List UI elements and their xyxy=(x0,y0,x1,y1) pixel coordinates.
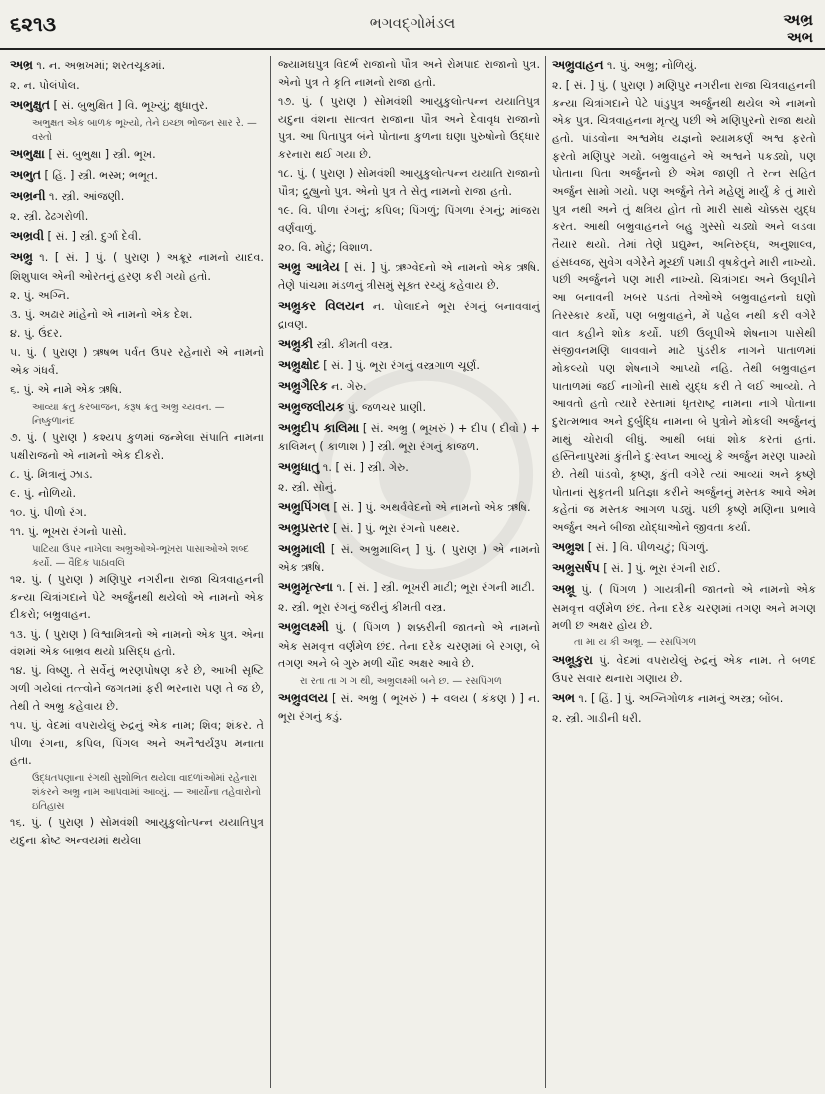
entry-definition: [ સં. ] સ્ત્રી. દુર્ગા દેવી. xyxy=(44,230,142,244)
entry-definition: ૧૦. પું. પીળો રંગ. xyxy=(10,506,87,520)
dictionary-entry xyxy=(278,258,540,295)
entry-definition: [ સં. અભ્રુ ( ભૂખરું ) + વલય ( કંકણ ) ] ન. ભૂરા રંગનું કડું. xyxy=(278,691,540,724)
entry-definition: પું. જળચર પ્રાણી. xyxy=(344,401,427,415)
entry-headword: અભ્રુવાહન xyxy=(552,58,604,72)
dictionary-entry xyxy=(278,519,540,538)
dictionary-entry xyxy=(278,689,540,726)
entry-definition: ૧. [ સં. ] સ્ત્રી. ભૂખરી માટી; ભૂરા રંગની માટી. xyxy=(332,581,535,595)
dictionary-entry xyxy=(278,398,540,417)
entry-headword: અભ્રુમાલી xyxy=(278,541,326,556)
dictionary-entry xyxy=(278,540,540,577)
entry-definition: ૨. ન. પોલંપોલ. xyxy=(10,78,80,92)
dictionary-column-3 xyxy=(552,56,816,1092)
entry-headword: અભ્રુકી xyxy=(278,337,314,352)
dictionary-entry xyxy=(10,626,264,661)
entry-definition: ૨૦. વિ. મોટું; વિશાળ. xyxy=(278,240,373,254)
dictionary-entry xyxy=(278,297,540,334)
dictionary-entry xyxy=(278,479,540,497)
entry-definition: ૧૯. વિ. પીળા રંગનું; કપિલ; પિંગળું; પિંગળા રંગનું; માંજરા વર્ણવાળું. xyxy=(278,204,540,235)
running-head: ભગવદ્ગોમંડલ xyxy=(369,14,456,32)
citation-quote: તા મા ય કી અભ્રૂ. — રસપિંગળ xyxy=(574,637,697,649)
dictionary-entry xyxy=(278,202,540,237)
entry-headword: અભ્રુક્ષોદ xyxy=(278,358,320,373)
entry-definition: ૫. પું. ( પુરાણ ) ઋષભ પર્વત ઉપર રહેનારો એ નામનો એક ગંધર્વ. xyxy=(10,346,264,378)
dictionary-entry xyxy=(552,651,816,688)
dictionary-entry xyxy=(278,56,540,91)
entry-headword: અભ્રુમૃત્સ્ના xyxy=(278,580,333,595)
entry-headword: અભ્રુલક્ષ્મી xyxy=(278,620,329,635)
entry-definition: ૧૧. પું. ભૂખરા રંગનો પાસો. xyxy=(10,525,127,539)
dictionary-entry xyxy=(278,578,540,597)
dictionary-entry xyxy=(10,208,264,226)
entry-definition: [ સં. ] પું. ભૂરા રંગની રાઈ. xyxy=(599,562,721,576)
entry-headword: અભ્રુકર વિલયન xyxy=(278,298,365,313)
entry-headword: અભ્ર xyxy=(10,58,33,72)
dictionary-entry xyxy=(10,96,264,115)
entry-definition: ૯. પું. નોળિયો. xyxy=(10,487,77,501)
entry-headword: અભુક્ષુત xyxy=(10,98,50,113)
entry-definition: ૧. [ હિં. ] પું. અગ્નિગોળક નામનું અસ્ત્ર; બોંબ. xyxy=(574,692,784,706)
entry-definition: ૨. સ્ત્રી. સોનું. xyxy=(278,480,337,494)
entry-definition: ૧. સ્ત્રી. આંજણી. xyxy=(45,190,125,204)
entry-definition: [ સં. બુભુક્ષા ] સ્ત્રી. ભૂખ. xyxy=(44,148,156,162)
entry-definition: ૧૮. પું. ( પુરાણ ) સોમવંશી આયુકુલોત્પન્ન યયાતિ રાજાનો પૌત્ર; દ્રુહ્યુનો પુત્ર. એનો પુત્ર તે સેતુ નામનો રાજા હતો. xyxy=(278,167,540,198)
entry-headword: અભ્રુસર્ષપ xyxy=(552,561,600,576)
entry-definition: ૧. [ સં. ] પું. ( પુરાણ ) અક્રૂર નામનો યાદવ. શિશુપાલ એની ઓરતનું હરણ કરી ગયો હતો. xyxy=(10,251,264,283)
entry-definition: ૧૨. પું. ( પુરાણ ) મણિપુર નગરીના રાજા ચિત્રવાહનની કન્યા ચિત્રાંગદાને પેટે અર્જુનથી થયેલો એ નામનો એક દીકરો; બભ્રુવાહન. xyxy=(10,572,264,622)
entry-headword: અભ્રુપ્રસ્તર xyxy=(278,520,330,535)
guide-word-first: અભ્ર xyxy=(783,10,813,29)
entry-headword: અભ xyxy=(552,691,575,706)
entry-definition: [ સં. અભ્રુમાલિન્ ] પું. ( પુરાણ ) એ નામનો એક ઋષિ. xyxy=(278,542,540,574)
entry-definition: ન. પોલાદને ભૂરા રંગનું બનાવવાનું દ્રાવણ. xyxy=(278,299,540,332)
entry-definition: ૧૪. પું. વિષ્ણુ. તે સર્વેનું ભરણપોષણ કરે છે, આખી સૃષ્ટિ ગળી ગયેલાં તત્ત્વોને જગતમાં ફરી ભરનારા પણ તે જ છે, તેથી તે અભ્રુ કહેવાય છે. xyxy=(10,664,264,713)
entry-definition: ૨. સ્ત્રી. ગાડીની ધરી. xyxy=(552,712,642,726)
dictionary-entry xyxy=(10,166,264,185)
entry-definition: ન. ગેરુ. xyxy=(327,380,367,394)
entry-headword: અભ્રુદીપ કાલિમા xyxy=(278,420,360,435)
entry-definition: પું. વેદમાં વપરાયેલું રુદ્રનું એક નામ. તે બળદ ઉપર સવાર થનારા ગણાય છે. xyxy=(552,653,816,686)
entry-definition: [ સં. ] પું. અથર્વવેદનો એ નામનો એક ઋષિ. xyxy=(329,500,531,514)
entry-definition: સ્ત્રી. કીમતી વસ્ત્ર. xyxy=(313,338,393,352)
entry-definition: ૨. પું. અગ્નિ. xyxy=(10,288,70,302)
entry-definition: ૬. પું. એ નામે એક ઋષિ. xyxy=(10,383,123,397)
dictionary-entry xyxy=(278,335,540,354)
entry-definition: ૧. પું. અભ્રુ; નોળિયું. xyxy=(603,59,698,72)
entry-headword: અભ્રુગૈરિક xyxy=(278,379,328,394)
entry-headword: અભ્રુશ xyxy=(552,540,585,555)
entry-definition: ૮. પું. મિત્રાનું ઝાડ. xyxy=(10,467,93,481)
entry-definition: જ્યામઘપુત્ર વિદર્ભ રાજાનો પૌત્ર અને રોમપાદ રાજાનો પુત્ર. એનો પુત્ર તે કૃતિ નામનો રાજા હતો. xyxy=(278,58,540,89)
dictionary-entry xyxy=(552,580,816,635)
dictionary-entry xyxy=(10,814,264,849)
entry-definition: પું. ( પિંગળ ) શક્કરીની જાતનો એ નામનો એક સમવૃત્ત વર્ણમેળ છંદ. તેના દરેક ચરણમાં બે રગણ, બે તગણ અને બે ગુરુ મળી ચૌદ અક્ષર આવે છે. xyxy=(278,621,540,671)
citation-quote: આવ્યા ક્રતુ કરબાજન, કરૂષ ક્રતુ અભ્રુ ચ્યવન. — નિષ્કુળાનંદ xyxy=(32,401,225,427)
dictionary-entry xyxy=(10,145,264,164)
dictionary-entry xyxy=(10,344,264,379)
citation-quote: અભુક્ષત એક બાળક ભૂખ્યો, તેને ઇચ્છા ભોજન સાર રે. — વસ્તો xyxy=(32,118,257,144)
column-divider xyxy=(545,56,546,1088)
dictionary-entry xyxy=(10,248,264,285)
entry-definition: ૨. [ સં. ] પું. ( પુરાણ ) મણિપુર નગરીના રાજા ચિત્રવાહનની કન્યા ચિત્રાંગદાને પેટે પાંડુપુત્ર અર્જુનથી થયેલ એ નામનો એક પુત્ર. ચિત્રવાહનના મૃત્યુ પછી એ મણિપુરનો રાજા થયો હતો. પાંડવોના અશ્વમેધ યજ્ઞનો શ્યામકર્ણ અશ્વ ફરતો ફરતો મણિપુર ગયો. બભ્રુવાહને એ અશ્વને પકડ્યો, પણ પોતાના પિતા અર્જુનનો છે એમ જાણી તે રત્ન સહિત અર્જુન સામો ગયો. પણ અર્જુને તેને મહેણું માર્યું કે તું મારો પુત્ર નથી અને તું ક્ષત્રિય હોત તો મારી સાથે ચોક્કસ યુદ્ધ કરત. આથી બભ્રુવાહનને બહુ ગુસ્સો ચડ્યો અને લડવા તૈયાર થયો. તેમાં તેણે પ્રદ્યુમ્ન, અનિરુદ્ધ, અનુશાલ્વ, હંસધ્વજ, સુવેગ વગેરેને મૂર્ચ્છા પમાડી વૃષકેતુને મારી નાખ્યો. પછી અર્જુનને પણ મારી નાખ્યો. ચિત્રાંગદા અને ઉલૂપીને આ બનાવની ખબર પડતાં તેઓએ બભ્રુવાહનનો ઘણો તિરસ્કાર કર્યો, પણ બભ્રુવાહને, મેં પહેલ નથી કરી વગેરે વાત કહીને શોક કર્યો. પછી ઉલૂપીએ શેષનાગ પાસેથી સંજીવનમણિ લાવવાને માટે પુંડરીક નાગને પાતાળમાં મોકલ્યો પણ શેષનાગે આપ્યો નહિ. તેથી બભ્રુવાહન પાતાળમાં જઈ નાગોની સાથે યુદ્ધ કરી તે લઈ આવ્યો. તે આવતો હતો ત્યારે રસ્તામાં ધૃતરાષ્ટ્ર નામના નાગે પોતાના દુરાત્મભાવ અને દુર્બુદ્ધિ નામના બે પુત્રોને મોકલી અર્જુનનું માથું ચોરાવી લીધું. આથી બધાં શોક કરતાં હતાં. હસ્તિનાપુરમાં કુંતીને દુઃસ્વપ્ન આવ્યું કે અર્જુન મરણ પામ્યો છે. તેથી પાંડવો, કૃષ્ણ, કુંતી વગેરે ત્યાં આવ્યાં અને કૃષ્ણે પોતાનાં સુકૃતની પ્રતિજ્ઞા કરીને અર્જુનનું મસ્તક આવે એમ કહેતાં જ મસ્તક આગળ પડ્યું. પછી કૃષ્ણે મણિના પ્રભાવે અર્જુન અને બીજા યોદ્ધાઓને જીવતા કર્યા. xyxy=(552,78,816,535)
dictionary-entry xyxy=(278,356,540,375)
dictionary-entry xyxy=(10,227,264,246)
entry-definition: [ સં. ] પું. ઋગ્વેદનો એ નામનો એક ઋષિ. તેણે પાંચમા મંડળનું ત્રીસમું સૂક્ત રચ્યું કહેવાય છે. xyxy=(278,261,540,293)
entry-definition: ૩. પું. અઢાર માંહેનો એ નામનો એક દેશ. xyxy=(10,308,193,322)
dictionary-entry xyxy=(10,187,264,206)
entry-headword: અભ્રની xyxy=(10,189,46,204)
dictionary-entry xyxy=(278,599,540,617)
entry-definition: [ સં. ] વિ. પીળચટું; પિંગળું. xyxy=(584,541,709,555)
entry-headword: અભ્રુધાતુ xyxy=(278,459,320,474)
entry-definition: ૧૬. પું. ( પુરાણ ) સોમવંશી આયુકુલોત્પન્ન યયાતિપુત્ર યદુના ક્રોષ્ટ અન્વયમાં થયેલા xyxy=(10,816,264,847)
dictionary-entry xyxy=(278,93,540,164)
dictionary-entry xyxy=(552,689,816,708)
dictionary-entry xyxy=(278,458,540,477)
entry-definition: ૨. સ્ત્રી. ભૂરા રંગનું જરીનું કીમતી વસ્ત્ર. xyxy=(278,601,447,615)
dictionary-entry xyxy=(552,710,816,728)
dictionary-entry xyxy=(10,77,264,95)
page-header xyxy=(0,0,825,46)
entry-definition: [ સં. બુભુક્ષિત ] વિ. ભૂખ્યું; ક્ષુધાતુર. xyxy=(49,99,209,113)
dictionary-entry xyxy=(10,485,264,503)
entry-headword: અભ્રૂકુરા xyxy=(552,652,593,667)
guide-word-last: અભ xyxy=(787,30,813,46)
dictionary-entry xyxy=(10,523,264,541)
dictionary-entry xyxy=(552,559,816,578)
entry-definition: ૪. પું. ઉંદર. xyxy=(10,327,63,341)
entry-headword: અભુત xyxy=(10,168,41,183)
dictionary-entry xyxy=(278,419,540,456)
dictionary-entry xyxy=(10,287,264,305)
dictionary-entry xyxy=(552,56,816,75)
entry-headword: અભ્રૂ xyxy=(552,582,575,597)
entry-definition: [ સં. ] પું. ભૂરા રંગનો પથ્થર. xyxy=(329,521,460,535)
dictionary-entry xyxy=(278,165,540,200)
dictionary-column-1 xyxy=(10,56,264,1092)
entry-definition: ૧૫. પું. વેદમાં વપરાયેલું રુદ્રનું એક નામ; શિવ; શંકર. તે પીળા રંગના, કપિલ, પિંગલ અને અનૈશ્વર્યરૂપ મનાતા હતા. xyxy=(10,718,264,768)
entry-definition: ૧૭. પું. ( પુરાણ ) સોમવંશી આયુકુલોત્પન્ન યયાતિપુત્ર યદુના વંશના સાત્વત રાજાના પૌત્ર અને દેવાવૃધ રાજાનો પુત્ર. આ પિતાપુત્ર બંને પોતાના કુળના ઘણા પુરુષોનો ઉદ્ધાર કરનારા થઈ ગયા છે. xyxy=(278,94,540,161)
dictionary-entry xyxy=(278,498,540,517)
dictionary-entry xyxy=(10,504,264,522)
entry-definition: ૧૩. પું. ( પુરાણ ) વિશ્વામિત્રનો એ નામનો એક પુત્ર. એના વંશમાં એક બાભ્રવ થયો પ્રસિદ્ધ હતો. xyxy=(10,627,264,659)
page-number: ૬૨૧૩ xyxy=(10,12,57,36)
dictionary-entry xyxy=(278,239,540,257)
dictionary-entry xyxy=(278,618,540,673)
header-rule xyxy=(0,48,825,50)
entry-definition: પું. ( પિંગળ ) ગાયત્રીની જાતનો એ નામનો એક સમવૃત્ત વર્ણમેળ છંદ. તેના દરેક ચરણમાં તગણ અને મગણ મળી છ અક્ષર હોય છે. xyxy=(552,583,816,633)
entry-headword: અભ્રુ આત્રેય xyxy=(278,260,340,275)
dictionary-entry xyxy=(10,662,264,715)
column-divider xyxy=(270,56,271,1088)
entry-definition: ૧. [ સં. ] સ્ત્રી. ગેરુ. xyxy=(319,460,409,474)
dictionary-entry xyxy=(10,381,264,399)
entry-definition: [ હિં. ] સ્ત્રી. ભસ્મ; ભભૂત. xyxy=(40,169,158,183)
dictionary-column-2 xyxy=(278,56,540,1092)
dictionary-entry xyxy=(278,377,540,396)
citation-quote: ઉદ્ધતપણાના રંગથી સુશોભિત થયેલા વાદળાંઓમાં રહેનારા શંકરને અભ્રુ નામ આપવામાં આવ્યું. — આર્યોના તહેવારોનો ઇતિહાસ xyxy=(32,772,261,812)
dictionary-entry xyxy=(552,538,816,557)
citation-quote: રા રતા તા ગ ગ થી, અભ્રુલક્ષ્મી બને છ. — રસપિંગળ xyxy=(300,675,502,687)
dictionary-entry xyxy=(10,56,264,75)
entry-definition: [ સં. ] પું. ભૂરા રંગનું વસ્ત્રગાળ ચૂર્ણ. xyxy=(319,359,480,373)
dictionary-entry xyxy=(10,466,264,484)
entry-headword: અભુક્ષા xyxy=(10,147,45,162)
dictionary-entry xyxy=(10,306,264,324)
citation-quote: પાટિયા ઉપર નાખેલા અભ્રુઓએ-ભૂખરા પાસાઓએ શબ્દ કર્યો. — વૈદિક પાઠાવલિ xyxy=(32,543,249,569)
entry-headword: અભ્રુ xyxy=(10,250,33,265)
dictionary-entry xyxy=(10,325,264,343)
entry-definition: ૧. ન. અભ્રખમાં; શરતચૂકમાં. xyxy=(32,59,166,72)
dictionary-entry xyxy=(552,77,816,537)
entry-headword: અભ્રુજલીયક xyxy=(278,400,345,415)
dictionary-entry xyxy=(10,717,264,770)
entry-definition: ૨. સ્ત્રી. ઢેઢગરોળી. xyxy=(10,210,89,224)
entry-definition: ૭. પું. ( પુરાણ ) કશ્યપ કુળમાં જન્મેલા સંપાતિ નામના પક્ષીરાજનો એ નામનો એક દીકરો. xyxy=(10,430,264,462)
entry-definition: [ સં. અભ્રુ ( ભૂખરું ) + દીપ ( દીવો ) + કાલિમન્ ( કાળાશ ) ] સ્ત્રી. ભૂરા રંગનું કાજળ. xyxy=(278,421,540,454)
entry-headword: અભ્રુવલય xyxy=(278,690,328,705)
entry-headword: અભ્રુપિંગલ xyxy=(278,499,330,514)
dictionary-entry xyxy=(10,571,264,624)
dictionary-entry xyxy=(10,429,264,464)
entry-headword: અભ્રવી xyxy=(10,229,44,244)
